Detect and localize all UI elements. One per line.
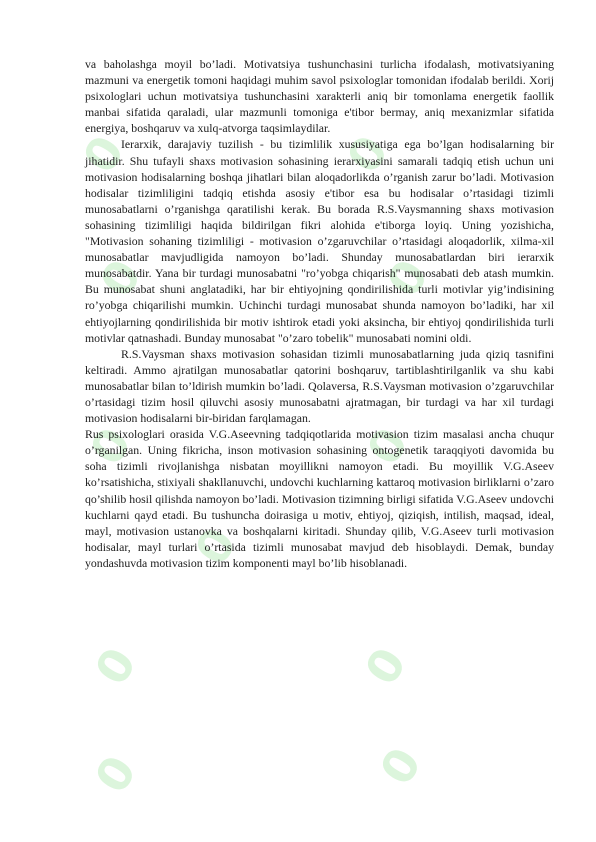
watermark-mark: 0 — [354, 639, 416, 695]
watermark-mark: 0 — [84, 747, 146, 803]
paragraph: R.S.Vaysman shaxs motivasion sohasidan tizimli munosabatlarning juda qiziq tasnifini keltiradi. Ammo ajratilgan munosabatlar qatorini boshqaruv, tartiblashtirilganlik va shu kabi munosabatlar bilan to’ldirish mumkin bo’ladi. Qolaversa, R.S.Vaysman motivasion o’zgaruvchilar o’rtasidagi tizim hosil qiluvchi asosiy munosabatni ajratmagan, bir turdagi va har xil turdagi motivasion hodisalarni bir-biridan farqlamagan. — [85, 346, 554, 426]
watermark-mark: 0 — [356, 419, 418, 475]
paragraph: va baholashga moyil bo’ladi. Motivatsiya tushunchasini turlicha ifodalash, motivatsiyaning mazmuni va energetik tomoni haqidagi muhim savol psixologlar tomonidan ifodalab berildi. Xorij psixologlari uchun motivatsiya tushunchasini xarakterli aniq bir tomonlama energetik faollik manbai sifatida qaraladi, ular mazmunli tomoniga e'tibor bermay, aniq mexanizmlar sifatida energiya, boshqaruv va xulq-atvorga taqsimlaydilar. — [85, 57, 554, 136]
watermark-mark: 0 — [376, 251, 438, 307]
watermark-mark: 0 — [336, 127, 398, 183]
paragraph: Ierarxik, darajaviy tuzilish - bu tizimlilik xususiyatiga ega bo’lgan hodisalarning bir jihatidir. Shu tufayli shaxs motivasion sohasining ierarxiyasini samarali tadqiq etish uchun uni motivasion hodisalarning boshqa jihatlari bilan aloqadorlikda o’rganish zarur bo’ladi. Motivasion hodisalar tizimliligini tadqiq etishda asosiy e'tibor esa bu hodisalar o’rtasidagi tizimli munosabatlarni o’rganishga qaratilishi kerak. Bu borada R.S.Vaysmanning shaxs motivasion sohasining tizimliligi haqida bildirilgan fikri alohida e'tiborga loyiq. Uning yozishicha, "Motivasion sohaning tizimliligi - motivasion o’zgaruvchilar o’rtasidagi aloqadorlik, xilma-xil munosabatlar mavjudligida namoyon bo’ladi. Shunday munosabatlardan biri ierarxik munosabatdir. Yana bir turdagi munosabatni "ro’yobga chiqarish" munosabati deb atash mumkin. Bu munosabat shuni anglatadiki, har bir ehtiyojning qondirilishida turli motivlar yig’indisining ro’yobga chiqarilishi mumkin. Uchinchi turdagi munosabat shunda namoyon bo’ladiki, har xil ehtiyojlarning qondirilishida bir motiv ishtirok etadi yoki aksincha, bir ehtiyoj qondirilishida turli motivlar qatnashadi. Bunday munosabat "o’zaro tobelik" munosabati nomini oldi. — [85, 137, 554, 345]
watermark-mark: 0 — [79, 419, 141, 475]
watermark-mark: 0 — [72, 127, 134, 183]
watermark-mark: 0 — [184, 519, 246, 575]
body-text — [85, 56, 554, 571]
watermark-mark: 0 — [369, 739, 431, 795]
paragraph: Rus psixologlari orasida V.G.Aseevning tadqiqotlarida motivasion tizim masalasi ancha chuqur o’rganilgan. Uning fikricha, inson motivasion sohasining ontogenetik taraqqiyoti davomida bu soha tizimli rivojlanishga nisbatan moyillikni namoyon etadi. Bu moyillik V.G.Aseev ko’rsatishicha, stixiyali shakllanuvchi, undovchi kuchlarning kattaroq motivasion birliklarni o’zaro qo’shilib hosil qilishda namoyon bo’ladi. Motivasion tizimning birligi sifatida V.G.Aseev undovchi kuchlarni qayd etadi. Bu tushuncha doirasiga u motiv, ehtiyoj, qiziqish, intilish, maqsad, ideal, mayl, motivasion ustanovka va boshqalarni kiritadi. Shunday qilib, V.G.Aseev turli motivasion hodisalar, mayl turlari o’rtasida tizimli munosabat mavjud deb hisoblaydi. Demak, bunday yondashuvda motivasion tizim komponenti mayl bo’lib hisoblanadi. — [85, 427, 554, 570]
watermark-mark: 0 — [89, 251, 151, 307]
watermark-mark: 0 — [84, 639, 146, 695]
